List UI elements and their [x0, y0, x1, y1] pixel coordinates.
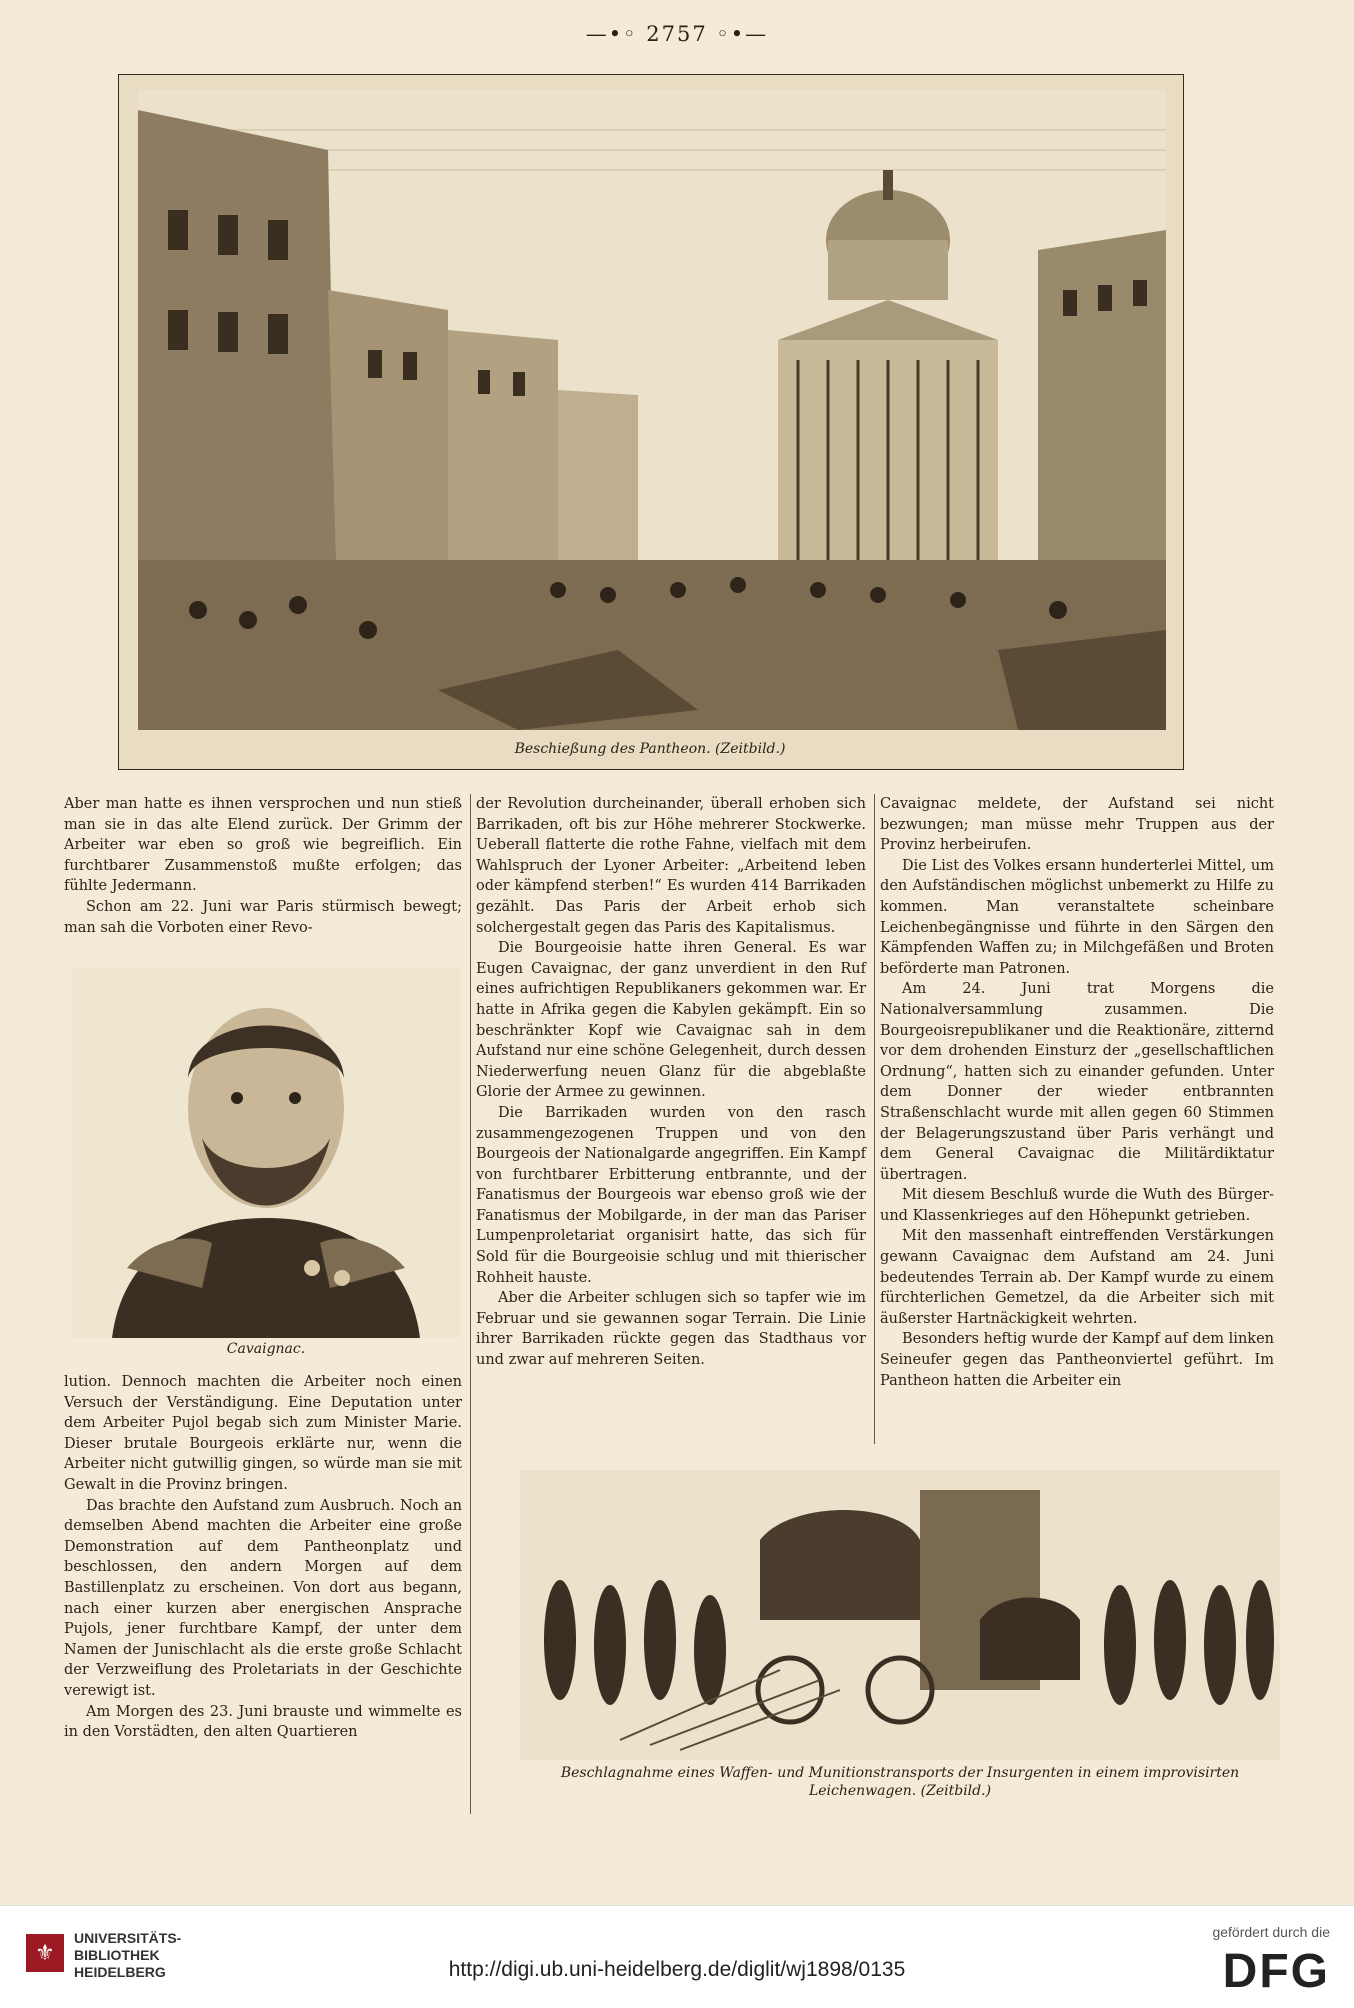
paragraph: Besonders heftig wurde der Kampf auf dem linken Seineufer gegen das Pantheonviertel geführt. Im Pantheon hatten die Arbeiter ein: [880, 1331, 1274, 1389]
engraving-hearse-seizure-icon: [520, 1470, 1280, 1760]
page-number-ornament-left: —•◦: [585, 22, 638, 46]
paragraph: Cavaignac meldete, der Aufstand sei nicht bezwungen; man müsse mehr Truppen aus der Provinz herbeirufen.: [880, 796, 1274, 854]
page-number: [0, 22, 1354, 46]
paragraph: Schon am 22. Juni war Paris stürmisch bewegt; man sah die Vorboten einer Revo-: [64, 898, 462, 936]
column-middle: [476, 794, 866, 1371]
paragraph: Die List des Volkes ersann hunderterlei Mittel, um den Aufständischen möglichst unbemerkt zu Hilfe zu kommen. Man veranstaltete scheinbare Leichenbegängnisse und führte in den Särgen den Kämpfenden Waffen zu; in Milchgefäßen und Broten beförderte man Patronen.: [880, 857, 1274, 977]
paragraph: Mit den massenhaft eintreffenden Verstärkungen gewann Cavaignac dem Aufstand am 24. Juni bedeutendes Terrain ab. Der Kampf wurde zu einem fürchterlichen Gemetzel, da die Arbeiter sich mit äußerster Hartnäckigkeit wehrten.: [880, 1228, 1274, 1327]
portrait-caption: Cavaignac.: [226, 1341, 306, 1357]
institution-line3: HEIDELBERG: [74, 1964, 166, 1980]
funded-by-label: gefördert durch die: [1212, 1924, 1330, 1940]
footer-bar: [0, 1905, 1354, 2008]
dfg-logo: DFG: [1222, 1945, 1330, 1998]
paragraph: lution. Dennoch machten die Arbeiter noch einen Versuch der Verständigung. Eine Deputation unter dem Arbeiter Pujol begab sich zum Minister Marie. Dieser brutale Bourgeois erklärte nur, wenn die Arbeiter nicht gutwillig gingen, so würde man sie mit Gewalt in die Provinz bringen.: [64, 1374, 462, 1493]
engraving-portrait-cavaignac-icon: [72, 968, 460, 1338]
engraving-pantheon-barricades-icon: [138, 90, 1166, 730]
institution-line2: BIBLIOTHEK: [74, 1947, 160, 1963]
paragraph: Am 24. Juni trat Morgens die Nationalversammlung zusammen. Die Bourgeoisrepublikaner und die Reaktionäre, zitternd vor dem drohenden Einsturz der „gesellschaftlichen Ordnung“, hatten sich zu einander gefunden. Unter dem Donner der wieder entbrannten Straßenschlacht wurde mit allen gegen 60 Stimmen der Belagerungszustand über Paris verhängt und dem General Cavaignac die Militärdiktatur übertragen.: [880, 981, 1274, 1183]
paragraph: Aber die Arbeiter schlugen sich so tapfer wie im Februar und sie gewannen sogar Terrain. Die Linie ihrer Barrikaden rückte gegen das Stadthaus vor und zwar auf mehreren Seiten.: [476, 1290, 866, 1369]
top-figure-caption: Beschießung des Pantheon. (Zeitbild.): [514, 741, 786, 757]
bottom-figure-caption: [500, 1764, 1300, 1800]
column-rule-left: [470, 794, 471, 1814]
column-right: [880, 794, 1274, 1391]
paragraph: Das brachte den Aufstand zum Ausbruch. Noch an demselben Abend machten die Arbeiter eine große Demonstration auf dem Pantheonplatz und beschlossen, den andern Morgen auf dem Bastillenplatz zu erscheinen. Von dort aus begann, nach einer kurzen aber energischen Ansprache Pujols, jener furchtbare Kampf, der unter dem Namen der Junischlacht als die erste große Schlacht der Verzweiflung des Proletariats in der Geschichte verewigt ist.: [64, 1497, 462, 1699]
paragraph: Mit diesem Beschluß wurde die Wuth des Bürger- und Klassenkrieges auf den Höhepunkt getrieben.: [880, 1187, 1274, 1224]
institution-line1: UNIVERSITÄTS-: [74, 1930, 182, 1946]
bottom-figure-caption-line2: Leichenwagen. (Zeitbild.): [808, 1783, 992, 1799]
university-logo-icon: ⚜: [26, 1934, 64, 1972]
column-rule-right: [874, 794, 875, 1444]
paragraph: Am Morgen des 23. Juni brauste und wimmelte es in den Vorstädten, den alten Quartieren: [64, 1703, 462, 1741]
page-number-value: 2757: [646, 22, 708, 46]
paragraph: Die Barrikaden wurden von den rasch zusammengezogenen Truppen und von den Bourgeois der Nationalgarde angegriffen. Ein Kampf von furchtbarer Erbitterung entbrannte, und der Fanatismus der Bourgeois war ebenso groß wie der Fanatismus der Mobilgarde, in der man das Pariser Lumpenproletariat organisirt hatte, das sich für Sold für die Bourgeoisie schlug und mit thierischer Rohheit hauste.: [476, 1104, 866, 1286]
column-left-bottom: [64, 1372, 462, 1743]
page-number-ornament-right: ◦•—: [716, 22, 769, 46]
paragraph: der Revolution durcheinander, überall erhoben sich Barrikaden, oft bis zur Höhe mehrerer Stockwerke. Ueberall flatterte die rothe Fahne, vielfach mit dem Wahlspruch der Lyoner Arbeiter: „Arbeitend leben oder kämpfend sterben!“ Es wurden 414 Barrikaden gezählt. Das Paris der Arbeit erhob sich solchergestalt gegen das Paris des Kapitalismus.: [476, 796, 866, 936]
paragraph: Die Bourgeoisie hatte ihren General. Es war Eugen Cavaignac, der ganz unverdient in den Ruf eines aufrichtigen Republikaners gekommen war. Er hatte in Afrika gegen die Kabylen gekämpft. Ein so beschränkter Kopf wie Cavaignac sah in dem Aufstand nur eine schöne Gelegenheit, durch dessen Niederwerfung neuen Glanz für die abgeblaßte Glorie der Armee zu gewinnen.: [476, 940, 866, 1101]
column-left-top: [64, 794, 462, 938]
source-url-link[interactable]: http://digi.ub.uni-heidelberg.de/diglit/wj1898/0135: [448, 1958, 906, 1981]
bottom-figure-caption-line1: Beschlagnahme eines Waffen- und Munitionstransports der Insurgenten in einem improvisirten: [560, 1765, 1240, 1781]
paragraph: Aber man hatte es ihnen versprochen und nun stieß man sie in das alte Elend zurück. Der Grimm der Arbeiter war eben so groß wie begreiflich. Ein furchtbarer Zusammenstoß mußte erfolgen; das fühlte Jedermann.: [64, 796, 462, 895]
